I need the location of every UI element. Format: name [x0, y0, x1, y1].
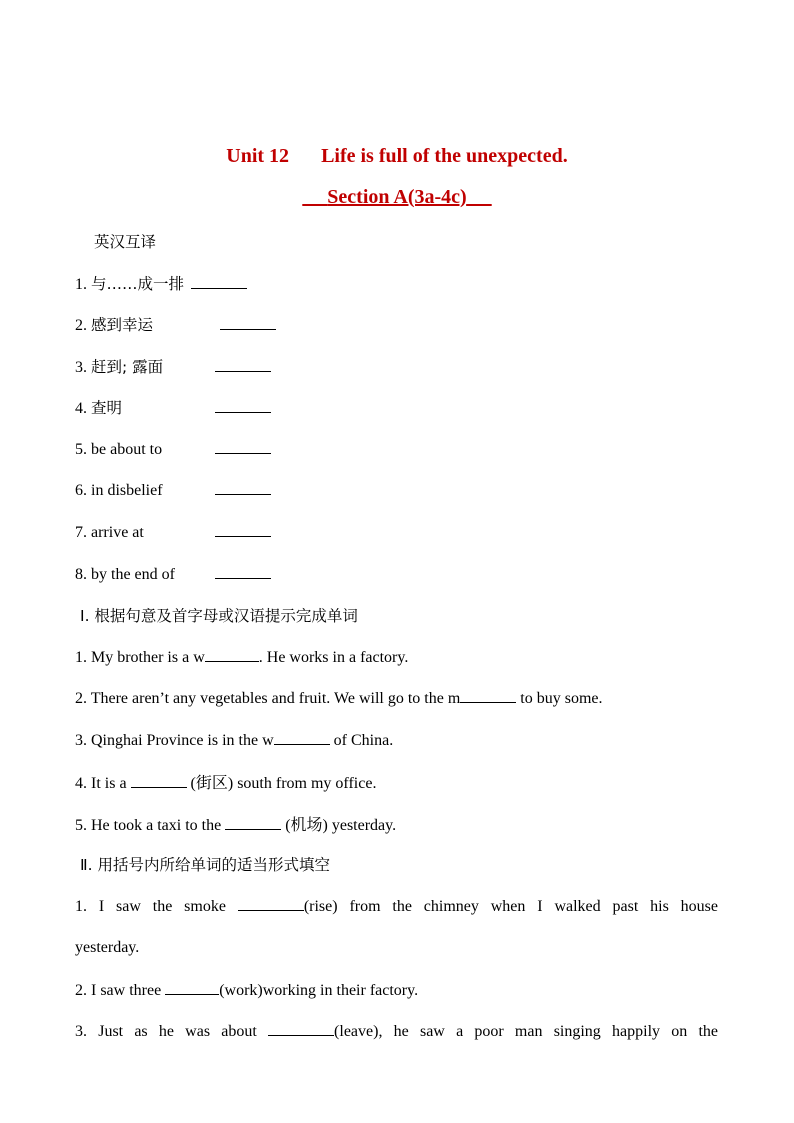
- vocab-item-3: 3. 赶到; 露面: [75, 357, 271, 378]
- part2-item-2: 2. I saw three (work)working in their factory.: [75, 982, 419, 999]
- part1-heading: Ⅰ. 根据句意及首字母或汉语提示完成单词: [80, 607, 358, 625]
- vocab-heading: 英汉互译: [94, 233, 157, 251]
- vocab-item-4: 4. 查明: [75, 398, 271, 419]
- answer-blank[interactable]: [460, 688, 516, 703]
- section-title: [0, 186, 794, 209]
- section-label: Section A(3a-4c): [327, 186, 467, 208]
- answer-blank[interactable]: [215, 564, 271, 579]
- answer-blank[interactable]: [225, 815, 281, 830]
- answer-blank[interactable]: [274, 730, 330, 745]
- answer-blank[interactable]: [215, 357, 271, 372]
- unit-title-text: Life is full of the unexpected.: [321, 145, 568, 167]
- answer-blank[interactable]: [191, 274, 247, 289]
- part2-item-3: 3. Just as he was about (leave), he saw a poor man singing happily on the: [75, 1023, 718, 1040]
- part2-heading: Ⅱ. 用括号内所给单词的适当形式填空: [80, 856, 330, 874]
- vocab-item-2: 2. 感到幸运: [75, 315, 276, 336]
- part2-item-1: 1. I saw the smoke (rise) from the chimney when I walked past his house: [75, 898, 719, 915]
- answer-blank[interactable]: [220, 315, 276, 330]
- answer-blank[interactable]: [215, 439, 271, 454]
- vocab-item-7: 7. arrive at: [75, 522, 271, 543]
- part1-item-2: 2. There aren’t any vegetables and fruit. We will go to the m to buy some.: [75, 690, 603, 707]
- vocab-item-6: 6. in disbelief: [75, 480, 271, 501]
- part1-item-1: 1. My brother is a w . He works in a factory.: [75, 649, 409, 666]
- vocab-item-5: 5. be about to: [75, 439, 271, 460]
- answer-blank[interactable]: [165, 980, 219, 995]
- unit-label: Unit 12: [226, 145, 290, 167]
- part2-item-1-cont: yesterday.: [75, 939, 140, 956]
- vocab-item-8: 8. by the end of: [75, 564, 271, 585]
- part1-item-4: 4. It is a (街区) south from my office.: [75, 775, 377, 792]
- answer-blank[interactable]: [215, 480, 271, 495]
- answer-blank[interactable]: [215, 522, 271, 537]
- vocab-item-1: 1. 与……成一排: [75, 274, 247, 295]
- answer-blank[interactable]: [205, 647, 259, 662]
- unit-title: [0, 145, 794, 168]
- answer-blank[interactable]: [268, 1021, 334, 1036]
- part1-item-5: 5. He took a taxi to the (机场) yesterday.: [75, 817, 397, 834]
- answer-blank[interactable]: [215, 398, 271, 413]
- part1-item-3: 3. Qinghai Province is in the w of China.: [75, 732, 394, 749]
- answer-blank[interactable]: [238, 896, 304, 911]
- answer-blank[interactable]: [131, 773, 187, 788]
